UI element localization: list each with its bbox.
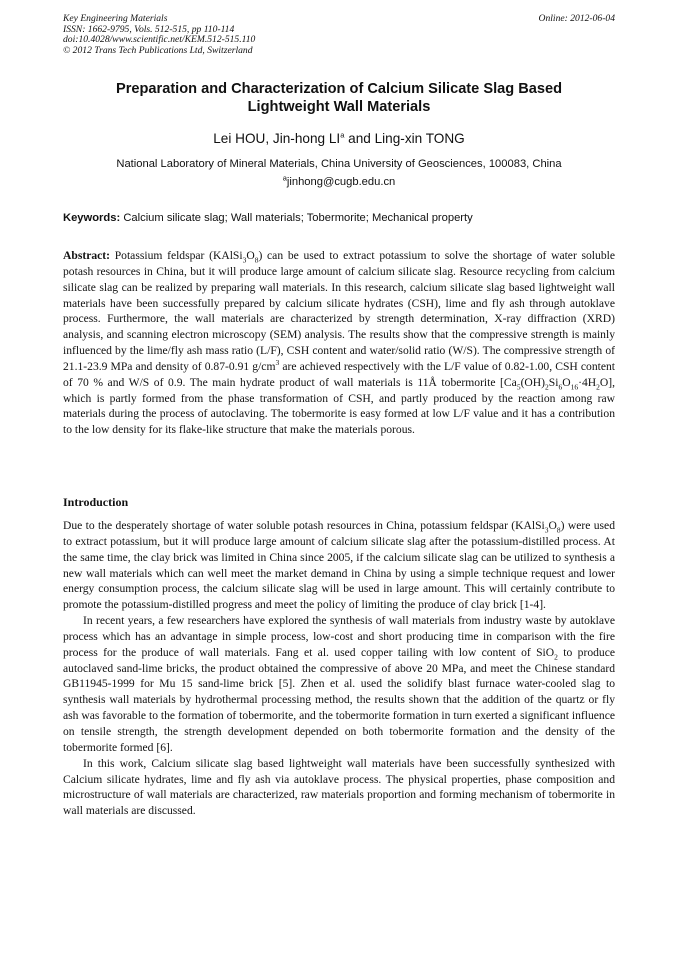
subscript: 2 — [596, 382, 600, 392]
email-line — [63, 175, 615, 190]
intro-paragraph-2 — [63, 613, 615, 756]
abstract-text: (OH) — [520, 375, 546, 389]
introduction-heading: Introduction — [63, 495, 129, 509]
intro-paragraph-3: In this work, Calcium silicate slag based lightweight wall materials have been successfully synthesized with Calcium silicate hydrates, lime and fly ash via autoklave process. The physical properties, phase composition and microstructure of wall materials are characterized, raw materials proportion and forming mechanism of tobermorite in wall materials are discussed. — [63, 756, 615, 818]
journal-header — [63, 14, 615, 57]
title-line-1: Preparation and Characterization of Calcium Silicate Slag Based — [115, 81, 563, 97]
email-address: jinhong@cugb.edu.cn — [286, 176, 396, 188]
abstract-text: are achieved respectively with the L/F value of 0.82-1.00, CSH content of 70 % and W/S of 0.9. The main hydrate product of wall materials is 11Å tobermorite [Ca — [63, 359, 615, 389]
paragraph-text: In recent years, a few researchers have explored the synthesis of wall materials from industry waste by autoklave process which has an advantage in simple process, low-cost and short producing time in comparison with the fire process for the produce of wall materials. Fang et al. used copper tailing with low content of SiO — [63, 614, 615, 659]
intro-paragraph-1 — [63, 518, 615, 613]
subscript: 16 — [570, 382, 579, 392]
author-2: Jin-hong LI — [272, 131, 341, 146]
subscript: 5 — [516, 382, 521, 392]
abstract-label: Abstract: — [63, 249, 111, 262]
subscript: 2 — [554, 652, 558, 662]
abstract-text: ·4H — [578, 375, 597, 389]
author-3: Ling-xin TONG — [374, 131, 465, 146]
keywords — [63, 211, 615, 226]
paragraph-text: O — [548, 519, 557, 532]
author-2-affil-mark: a — [340, 130, 345, 140]
title-line-2: Lightweight Wall Materials — [247, 99, 431, 115]
paragraph-text: Due to the desperately shortage of water soluble potash resources in China, potassium feldspar (KAlSi — [63, 519, 545, 532]
abstract-text: O — [246, 249, 255, 262]
subscript: 6 — [558, 382, 563, 392]
online-date: Online: 2012-06-04 — [538, 13, 615, 24]
abstract-text: Potassium feldspar (KAlSi — [114, 249, 243, 262]
abstract-text: O — [562, 375, 571, 389]
author-1: Lei HOU — [213, 131, 266, 146]
superscript: 3 — [275, 358, 280, 368]
author-separator: , — [265, 131, 273, 146]
paper-title — [63, 80, 615, 116]
subscript: 2 — [545, 382, 549, 392]
doi-line: doi:10.4028/www.scientific.net/KEM.512-515.110 — [63, 34, 256, 46]
paragraph-text: ) were used to extract potassium, but it will produce large amount of calcium silicate slag after the potassium-distilled process. At the same time, the clay brick was limited in China since 2005, if the calcium silicate slag can be utilized to synthesis a new wall materials which can well meet the market demand in China by using a simple technique request and lower energy consumption process, the calcium silicate slag will be used in large amount. This will certainly contribute to promote the potassium-distilled progress and meet the policy of limiting the produce of clay brick [1-4]. — [63, 519, 615, 612]
copyright-line: © 2012 Trans Tech Publications Ltd, Switzerland — [63, 45, 253, 57]
keywords-text: Calcium silicate slag; Wall materials; Tobermorite; Mechanical property — [123, 212, 473, 224]
subscript: 3 — [544, 525, 549, 535]
journal-name: Key Engineering Materials — [63, 13, 168, 24]
author-list — [63, 130, 615, 148]
abstract-text: O], which is partly formed from the phase transformation of CSH, and partly produced by the reaction among raw materials during the process of autoclaving. The tobermorite is easy formed at low L/F value and it has a contribution to the low density for its flake-like structure that make the materials porous. — [63, 375, 615, 437]
subscript: 8 — [556, 525, 561, 535]
introduction-body — [63, 518, 615, 819]
abstract — [63, 248, 615, 438]
subscript: 3 — [242, 255, 247, 265]
keywords-label: Keywords: — [63, 212, 121, 224]
issn-line: ISSN: 1662-9795, Vols. 512-515, pp 110-114 — [63, 23, 235, 35]
paragraph-text: to produce autoclaved sand-lime bricks, the product obtained the compressive of above 20 MPa, and meet the Chinese standard GB11945-1999 for Mu 15 sand-lime brick [5]. Zhen et al. used the solidify blast furnace water-cooled slag to synthesis wall materials by hydrothermal processing method, the results shown that the addition of the quartz or fly ash was favorable to the formation of tobermorite, and the tobermorite formation in turn exerted a significant influence on tensile strength, the strength development depended on both tobermorite formation and the density of the tobermorite formed [6]. — [63, 645, 616, 754]
abstract-text: Si — [548, 375, 559, 389]
abstract-text: ) can be used to extract potassium to solve the shortage of water soluble potash resources in China, but it will produce large amount of calcium silicate slag. Resource recycling from calcium silicate slag can be realized by preparing wall materials. In this research, calcium silicate slag based lightweight wall materials have been successfully prepared by calcium silicate hydrates (CSH), lime and fly ash through autoklave process. Furthermore, the wall materials are characterized by strength determination, X-ray diffraction (XRD) analysis, and scanning electron microscopy (SEM) analysis. The results show that the compressive strength is mainly influenced by the lime/fly ash mass ratio (L/F), CSH content and water/solid ratio (W/S). The compressive strength of 21.1-23.9 MPa and density of 0.87-0.91 g/cm — [63, 249, 615, 373]
subscript: 8 — [254, 255, 259, 265]
affiliation: National Laboratory of Mineral Materials, China University of Geosciences, 100083, China — [116, 158, 562, 170]
email-mark: a — [282, 173, 287, 183]
author-and: and — [344, 131, 375, 146]
